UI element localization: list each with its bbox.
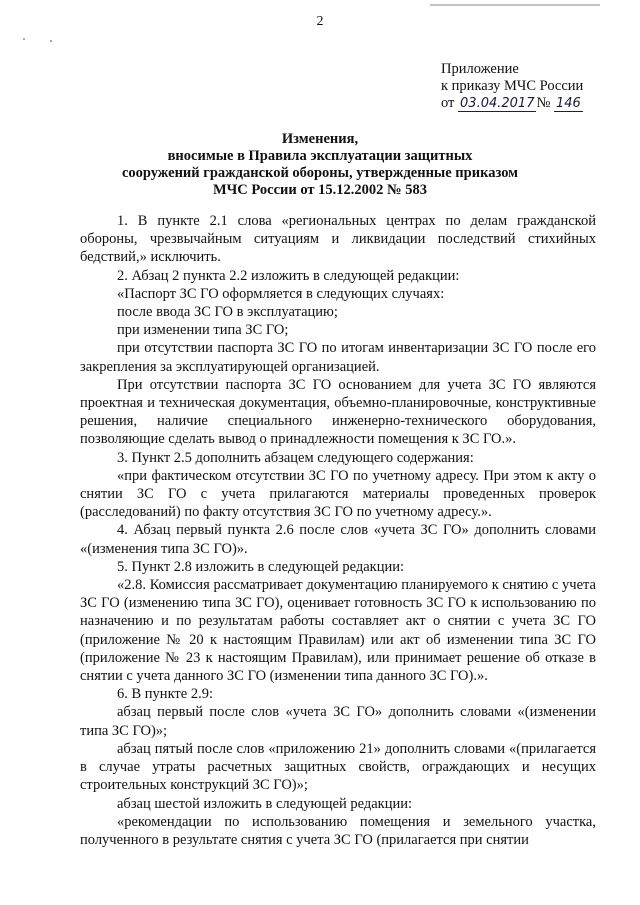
paragraph: «2.8. Комиссия рассматривает документацию планируемого к снятию с учета ЗС ГО (изменению типа ЗС ГО), оценивает готовность ЗС ГО к использованию по назначению и по результатам работы составляет акт о снятии с учета ЗС ГО (приложение № 20 к настоящим Правилам) или акт об изменении типа ЗС ГО (приложение № 23 к настоящим Правилам), или принимает решение об отказе в снятии с учета данного ЗС ГО (изменении типа данного ЗС ГО).».: [80, 577, 596, 685]
paragraph: 5. Пункт 2.8 изложить в следующей редакции:: [117, 558, 405, 575]
appendix-header: [441, 61, 583, 112]
number-sign: №: [536, 95, 551, 111]
title-line-4: МЧС России от 15.12.2002 № 583: [212, 182, 427, 198]
paragraph: 6. В пункте 2.9:: [117, 686, 213, 703]
paragraph: абзац первый после слов «учета ЗС ГО» дополнить словами «(изменении типа ЗС ГО)»;: [80, 704, 596, 739]
page-number: 2: [316, 14, 324, 29]
paragraph: 2. Абзац 2 пункта 2.2 изложить в следующей редакции:: [117, 267, 460, 284]
paragraph: 1. В пункте 2.1 слова «региональных центрах по делам гражданской обороны, чрезвычайным ситуациям и ликвидации последствий стихийных бедствий,» исключить.: [80, 213, 596, 266]
date-prefix: от: [441, 95, 455, 111]
paragraph: 3. Пункт 2.5 дополнить абзацем следующего содержания:: [117, 449, 474, 466]
paragraph: При отсутствии паспорта ЗС ГО основанием для учета ЗС ГО являются проектная и техническая документация, объемно-планировочные, конструктивные решения, наличие специального инженерно-технического оборудования, позволяющие сделать вывод о принадлежности помещения к ЗС ГО.».: [80, 376, 596, 448]
paragraph: 4. Абзац первый пункта 2.6 после слов «учета ЗС ГО» дополнить словами «(изменения типа ЗС ГО)».: [80, 522, 596, 557]
appendix-date-line: [441, 95, 583, 112]
title-line-1: Изменения,: [281, 131, 359, 147]
paragraph: при изменении типа ЗС ГО;: [117, 322, 289, 339]
appendix-line-1: Приложение: [441, 61, 519, 77]
document-body: [80, 212, 596, 849]
paragraph: абзац шестой изложить в следующей редакции:: [117, 795, 412, 812]
paragraph: абзац пятый после слов «приложению 21» дополнить словами «(прилагается в случае утраты расчетных защитных свойств, ограждающих и несущих строительных конструкций ЗС ГО)»;: [80, 740, 596, 794]
title-line-3: сооружений гражданской обороны, утвержденные приказом: [121, 165, 519, 181]
title-line-2: вносимые в Правила эксплуатации защитных: [167, 148, 473, 164]
paragraph: «рекомендации по использованию помещения и земельного участка, полученного в результате снятия с учета ЗС ГО (прилагается при снятии: [80, 813, 596, 848]
scan-speck: [50, 40, 52, 42]
paragraph: «при фактическом отсутствии ЗС ГО по учетному адресу. При этом к акту о снятии ЗС ГО с учета прилагаются материалы проведенных проверок (расследований) по факту отсутствия ЗС ГО по учетному адресу.».: [80, 467, 596, 521]
handwritten-number: 146: [555, 96, 581, 111]
paragraph: после ввода ЗС ГО в эксплуатацию;: [117, 304, 338, 321]
paragraph: «Паспорт ЗС ГО оформляется в следующих случаях:: [117, 285, 445, 302]
scan-artifact-line: [430, 4, 600, 6]
document-title: [90, 131, 550, 199]
handwritten-date: 03.04.2017: [460, 96, 535, 111]
appendix-line-2: к приказу МЧС России: [441, 78, 584, 94]
paragraph: при отсутствии паспорта ЗС ГО по итогам инвентаризации ЗС ГО после его закрепления за эксплуатирующей организацией.: [80, 340, 596, 375]
scan-speck: [23, 38, 25, 40]
